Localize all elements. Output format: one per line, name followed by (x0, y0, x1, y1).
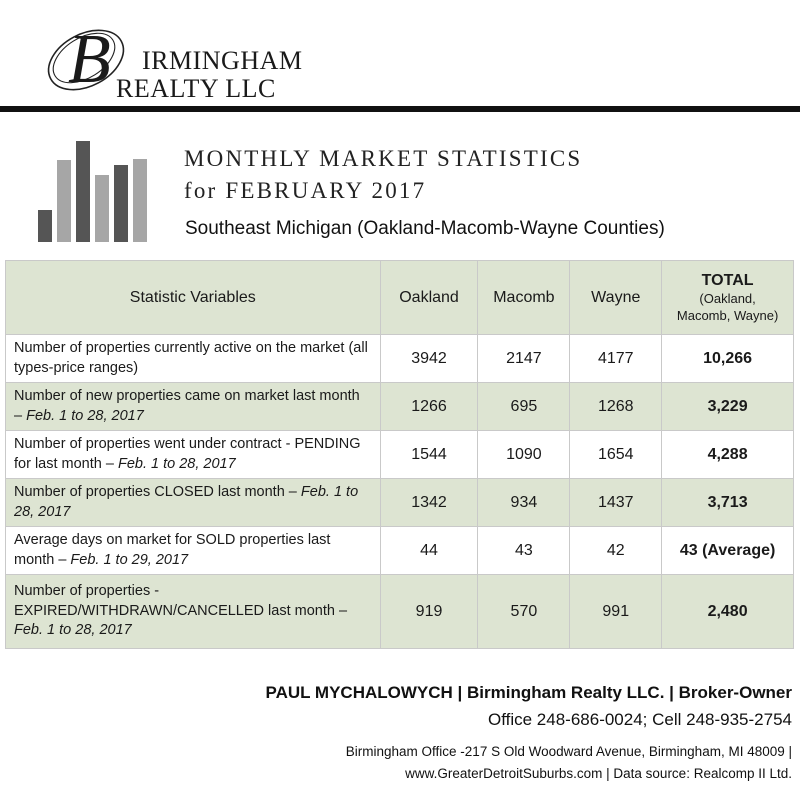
page-title-line1: MONTHLY MARKET STATISTICS (184, 146, 583, 171)
row-label: Average days on market for SOLD properties last month – Feb. 1 to 29, 2017 (6, 527, 381, 575)
header-total-sub1: (Oakland, (699, 291, 756, 307)
cell-macomb: 43 (478, 527, 570, 575)
table-row (6, 431, 794, 479)
logo-text-line1: IRMINGHAM (142, 46, 303, 75)
cell-oakland: 1544 (380, 431, 478, 479)
cell-macomb: 2147 (478, 335, 570, 383)
table-header-row (6, 261, 794, 335)
icon-bar (57, 160, 71, 242)
footer-broker-name: PAUL MYCHALOWYCH | Birmingham Realty LLC. | Broker-Owner (265, 683, 792, 702)
cell-wayne: 42 (570, 527, 662, 575)
cell-total: 3,229 (662, 383, 794, 431)
row-label: Number of properties CLOSED last month – Feb. 1 to 28, 2017 (6, 479, 381, 527)
cell-total: 2,480 (662, 575, 794, 649)
icon-bar (133, 159, 147, 242)
cell-wayne: 1268 (570, 383, 662, 431)
statistics-table (5, 260, 794, 649)
cell-wayne: 991 (570, 575, 662, 649)
header-total (662, 261, 794, 335)
cell-macomb: 1090 (478, 431, 570, 479)
cell-macomb: 695 (478, 383, 570, 431)
header-oakland: Oakland (380, 261, 478, 335)
footer-phone: Office 248-686-0024; Cell 248-935-2754 (487, 710, 792, 729)
header-total-title: TOTAL (701, 272, 754, 290)
logo-monogram-letter: B (68, 21, 111, 98)
icon-bar (38, 210, 52, 242)
cell-wayne: 1437 (570, 479, 662, 527)
cell-macomb: 934 (478, 479, 570, 527)
header-wayne: Wayne (570, 261, 662, 335)
icon-bar (114, 165, 128, 242)
row-label: Number of new properties came on market last month – Feb. 1 to 28, 2017 (6, 383, 381, 431)
company-logo (34, 12, 334, 103)
cell-wayne: 4177 (570, 335, 662, 383)
table-row (6, 479, 794, 527)
cell-oakland: 44 (380, 527, 478, 575)
icon-bar (76, 141, 90, 242)
row-label: Number of properties - EXPIRED/WITHDRAWN/CANCELLED last month – Feb. 1 to 28, 2017 (6, 575, 381, 649)
cell-wayne: 1654 (570, 431, 662, 479)
table-row (6, 527, 794, 575)
cell-oakland: 1266 (380, 383, 478, 431)
cell-oakland: 919 (380, 575, 478, 649)
page-subtitle: Southeast Michigan (Oakland-Macomb-Wayne Counties) (185, 218, 665, 239)
icon-bar (95, 175, 109, 242)
header-macomb: Macomb (478, 261, 570, 335)
cell-oakland: 1342 (380, 479, 478, 527)
footer-address: Birmingham Office -217 S Old Woodward Avenue, Birmingham, MI 48009 | (345, 744, 792, 759)
cell-oakland: 3942 (380, 335, 478, 383)
header-divider (0, 106, 800, 112)
cell-macomb: 570 (478, 575, 570, 649)
table-row (6, 335, 794, 383)
cell-total: 4,288 (662, 431, 794, 479)
cell-total: 3,713 (662, 479, 794, 527)
table-row (6, 575, 794, 649)
bar-chart-icon (38, 136, 154, 244)
cell-total: 43 (Average) (662, 527, 794, 575)
header-statistic-variables: Statistic Variables (6, 261, 381, 335)
header-total-sub2: Macomb, Wayne) (676, 307, 779, 323)
page-title-line2: for FEBRUARY 2017 (184, 178, 427, 203)
footer-website-source: www.GreaterDetroitSuburbs.com | Data source: Realcomp II Ltd. (405, 766, 792, 781)
logo-text-line2: REALTY LLC (116, 74, 276, 103)
row-label: Number of properties went under contract - PENDING for last month – Feb. 1 to 28, 2017 (6, 431, 381, 479)
cell-total: 10,266 (662, 335, 794, 383)
table-row (6, 383, 794, 431)
row-label: Number of properties currently active on the market (all types-price ranges) (6, 335, 381, 383)
